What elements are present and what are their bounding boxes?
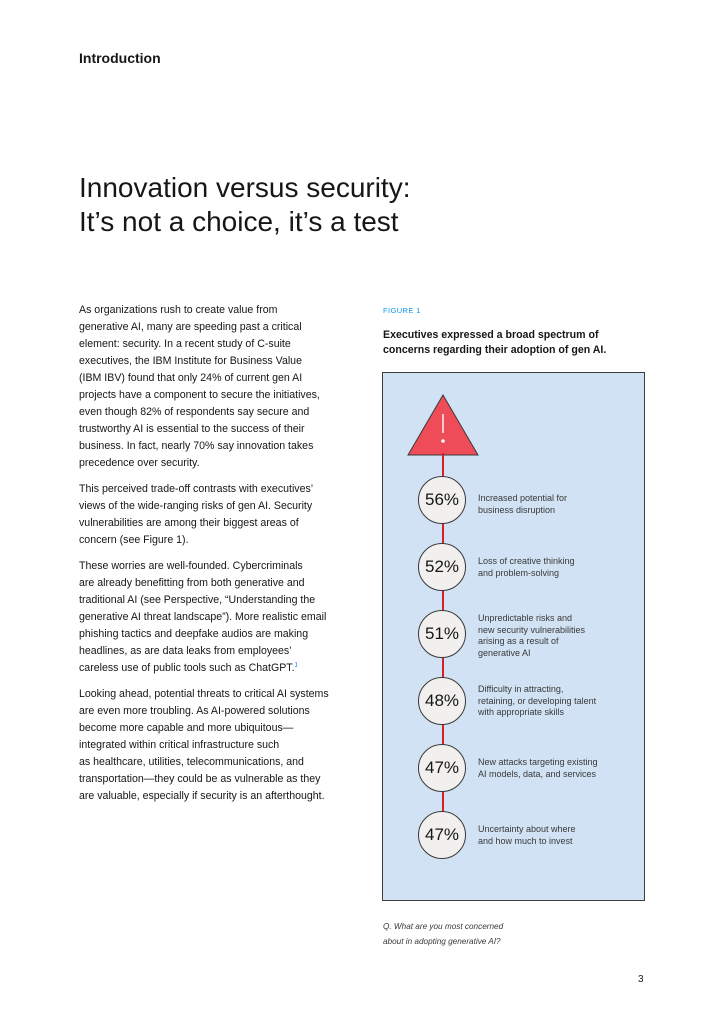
text-line: trustworthy AI is essential to the success of their [79, 423, 305, 435]
percent-circle: 48% [418, 677, 466, 725]
concern-line: arising as a result of [478, 636, 559, 646]
title-line-2: It’s not a choice, it’s a test [79, 206, 399, 237]
concern-item [383, 677, 646, 727]
text-line: as healthcare, utilities, telecommunications, and [79, 756, 304, 768]
concern-item [383, 610, 646, 660]
text-line-content: careless use of public tools such as ChatGPT. [79, 662, 295, 674]
concern-text [478, 757, 638, 780]
text-line: element: security. In a recent study of C-suite [79, 338, 291, 350]
text-line: These worries are well-founded. Cybercriminals [79, 560, 303, 572]
concern-item [383, 543, 646, 593]
paragraph-2 [79, 481, 351, 549]
text-line: generative AI, many are speeding past a critical [79, 321, 302, 333]
concern-line: Loss of creative thinking [478, 556, 575, 566]
title-line-1: Innovation versus security: [79, 172, 411, 203]
paragraph-4 [79, 686, 351, 805]
concern-item [383, 476, 646, 526]
concern-text [478, 613, 638, 659]
concern-item [383, 811, 646, 861]
paragraph-1 [79, 302, 351, 472]
concern-text [478, 684, 638, 719]
text-line: phishing tactics and deepfake audios are making [79, 628, 309, 640]
text-line: projects have a component to secure the initiatives, [79, 389, 320, 401]
question-line: about in adopting generative AI? [383, 937, 501, 946]
text-line [79, 660, 351, 677]
text-line: are already benefitting from both generative and [79, 577, 305, 589]
text-line: business. In fact, nearly 70% say innovation takes [79, 440, 314, 452]
text-line: even though 82% of respondents say secure and [79, 406, 310, 418]
text-line: traditional AI (see Perspective, “Understanding the [79, 594, 316, 606]
text-line: generative AI threat landscape”). More realistic email [79, 611, 327, 623]
text-line: precedence over security. [79, 457, 200, 469]
text-line: (IBM IBV) found that only 24% of current gen AI [79, 372, 303, 384]
percent-circle: 47% [418, 811, 466, 859]
concern-line: and problem-solving [478, 567, 560, 578]
figure-label: FIGURE 1 [383, 306, 421, 315]
figure-title [383, 328, 643, 358]
text-line: are valuable, especially if security is an afterthought. [79, 790, 325, 802]
percent-circle: 56% [418, 476, 466, 524]
concern-line: AI models, data, and services [478, 768, 597, 779]
concern-line: with appropriate skills [478, 707, 565, 717]
figure-title-line: Executives expressed a broad spectrum of [383, 329, 599, 341]
text-line: vulnerabilities are among their biggest areas of [79, 517, 299, 529]
text-line: headlines, as are data leaks from employees’ [79, 645, 292, 657]
text-line: executives, the IBM Institute for Business Value [79, 355, 302, 367]
paragraph-3 [79, 558, 351, 677]
text-line: Looking ahead, potential threats to critical AI systems [79, 688, 329, 700]
text-line: transportation—they could be as vulnerable as they [79, 773, 321, 785]
text-line: As organizations rush to create value from [79, 304, 278, 316]
concern-line: generative AI [478, 647, 531, 658]
concern-line: Unpredictable risks and [478, 613, 573, 623]
section-label: Introduction [79, 50, 161, 66]
concern-text [478, 493, 638, 516]
figure-title-line: concerns regarding their adoption of gen AI. [383, 344, 607, 356]
concern-line: business disruption [478, 504, 556, 515]
footnote-marker[interactable]: 1 [294, 662, 298, 669]
text-line: are even more troubling. As AI-powered solutions [79, 705, 310, 717]
percent-circle: 47% [418, 744, 466, 792]
page-number: 3 [638, 974, 644, 985]
concern-line: retaining, or developing talent [478, 695, 597, 706]
survey-question [383, 919, 583, 949]
concern-line: and how much to invest [478, 835, 573, 846]
body-text [79, 302, 351, 814]
concern-text [478, 556, 638, 579]
concern-item [383, 744, 646, 794]
concern-text [478, 824, 638, 847]
figure-panel [382, 372, 645, 901]
text-line: become more capable and more ubiquitous— [79, 722, 294, 734]
concern-line: Difficulty in attracting, [478, 684, 564, 694]
question-line: Q. What are you most concerned [383, 922, 504, 931]
percent-circle: 51% [418, 610, 466, 658]
concern-line: New attacks targeting existing [478, 757, 598, 767]
concern-line: Increased potential for [478, 493, 568, 503]
exclamation-triangle-icon [407, 394, 479, 456]
concern-line: Uncertainty about where [478, 824, 576, 834]
text-line: concern (see Figure 1). [79, 534, 189, 546]
text-line: views of the wide-ranging risks of gen AI. Security [79, 500, 313, 512]
percent-circle: 52% [418, 543, 466, 591]
text-line: This perceived trade-off contrasts with executives’ [79, 483, 314, 495]
concern-line: new security vulnerabilities [478, 624, 586, 635]
page-title [79, 171, 499, 239]
text-line: integrated within critical infrastructure such [79, 739, 280, 751]
